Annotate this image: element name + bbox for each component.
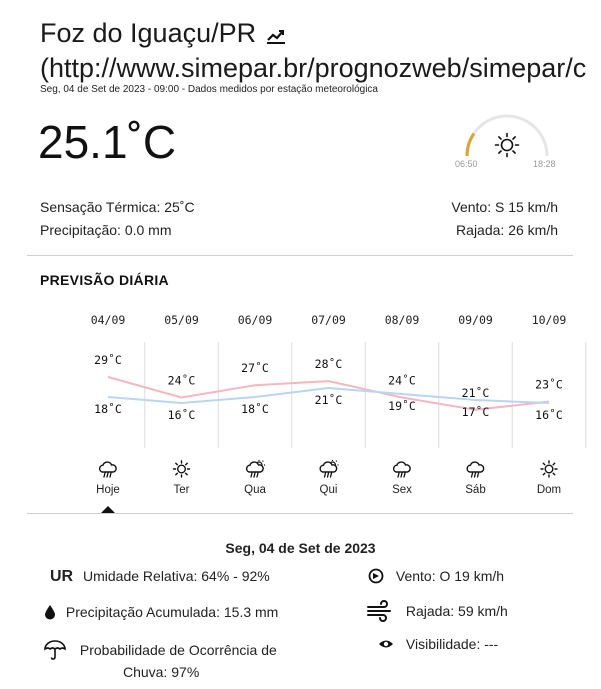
max-temp-label: 28˚C bbox=[314, 357, 343, 372]
rain-prob-row bbox=[44, 640, 277, 663]
drop-icon bbox=[44, 604, 56, 623]
gust: Rajada: 26 km/h bbox=[456, 222, 558, 238]
day-label: Ter bbox=[173, 484, 190, 496]
day-label: Hoje bbox=[96, 484, 120, 496]
max-temp-label: 29˚C bbox=[94, 353, 122, 367]
feels-like: Sensação Térmica: 25˚C bbox=[40, 199, 195, 215]
day-date: 09/09 bbox=[458, 313, 493, 327]
forecast-title: PREVISÃO DIÁRIA bbox=[40, 272, 169, 288]
sun-icon bbox=[494, 132, 520, 163]
trend-chart-icon[interactable] bbox=[266, 19, 286, 51]
sunrise-time: 06:50 bbox=[455, 159, 478, 169]
day-label: Qui bbox=[319, 484, 338, 496]
forecast-chart bbox=[71, 310, 567, 500]
accumulated-precip: Precipitação Acumulada: 15.3 mm bbox=[65, 604, 279, 621]
min-temp-label: 17˚C bbox=[461, 405, 490, 419]
wind-detail: Vento: O 19 km/h bbox=[395, 568, 505, 585]
wind: Vento: S 15 km/h bbox=[451, 199, 558, 215]
sun-rain-cloud-icon[interactable] bbox=[320, 460, 338, 477]
divider-top bbox=[27, 255, 573, 256]
sun-arc-widget bbox=[452, 108, 562, 178]
max-temp-label: 27˚C bbox=[241, 361, 269, 376]
sun-icon[interactable] bbox=[541, 461, 557, 477]
min-temp-label: 16˚C bbox=[167, 408, 196, 422]
humidity-icon: UR bbox=[50, 568, 74, 585]
day-date: 10/09 bbox=[531, 313, 567, 327]
eye-icon bbox=[378, 637, 394, 653]
sun-icon[interactable] bbox=[174, 461, 190, 477]
min-temp-label: 18˚C bbox=[241, 402, 269, 416]
wind-detail-row bbox=[368, 568, 504, 587]
day-label: Qua bbox=[244, 484, 266, 496]
min-temp-label: 19˚C bbox=[388, 399, 416, 413]
day-date: 04/09 bbox=[90, 313, 126, 327]
gust-detail: Rajada: 59 km/h bbox=[405, 603, 508, 620]
selected-day-indicator bbox=[101, 506, 115, 513]
source-url[interactable]: (http://www.simepar.br/prognozweb/simepar/c bbox=[40, 53, 587, 83]
max-temp-label: 24˚C bbox=[388, 373, 416, 388]
current-temperature: 25.1˚C bbox=[38, 116, 177, 168]
umbrella-icon bbox=[44, 640, 66, 663]
divider-bottom bbox=[27, 513, 573, 514]
wind-gust-icon bbox=[366, 602, 394, 623]
humidity: Umidade Relativa: 64% - 92% bbox=[83, 568, 270, 584]
humidity-row bbox=[50, 568, 270, 586]
min-temp-label: 21˚C bbox=[314, 393, 343, 407]
day-date: 08/09 bbox=[384, 313, 420, 327]
observation-info: Seg, 04 de Set de 2023 - 09:00 - Dados medidos por estação meteorológica bbox=[40, 84, 378, 95]
day-date: 07/09 bbox=[311, 313, 346, 327]
wind-direction-icon bbox=[368, 568, 384, 587]
city-title bbox=[40, 17, 286, 51]
max-temp-label: 21˚C bbox=[461, 385, 490, 400]
day-date: 05/09 bbox=[164, 313, 199, 327]
rain-probability: Probabilidade de Ocorrência de bbox=[79, 642, 277, 659]
sun-rain-cloud-icon[interactable] bbox=[247, 460, 265, 477]
day-label: Dom bbox=[536, 484, 562, 496]
day-label: Sex bbox=[392, 484, 412, 496]
gust-detail-row bbox=[366, 602, 508, 623]
max-temp-label: 24˚C bbox=[167, 373, 196, 388]
visibility-row bbox=[378, 636, 498, 653]
rain-probability-value: Chuva: 97% bbox=[123, 664, 200, 680]
sunset-time: 18:28 bbox=[533, 159, 556, 169]
details-date: Seg, 04 de Set de 2023 bbox=[225, 540, 376, 556]
rain-cloud-icon[interactable] bbox=[100, 462, 116, 477]
rain-cloud-icon[interactable] bbox=[394, 462, 410, 477]
rain-cloud-icon[interactable] bbox=[467, 462, 483, 477]
min-temp-label: 18˚C bbox=[94, 402, 122, 416]
day-label: Sáb bbox=[465, 484, 486, 496]
visibility: Visibilidade: --- bbox=[405, 636, 499, 652]
precip-row bbox=[44, 604, 278, 623]
day-date: 06/09 bbox=[237, 313, 273, 327]
precipitation: Precipitação: 0.0 mm bbox=[40, 222, 172, 238]
max-temp-label: 23˚C bbox=[535, 377, 563, 392]
forecast-strip[interactable] bbox=[71, 310, 567, 500]
min-temp-label: 16˚C bbox=[535, 408, 563, 422]
city-name: Foz do Iguaçu/PR bbox=[40, 18, 257, 48]
